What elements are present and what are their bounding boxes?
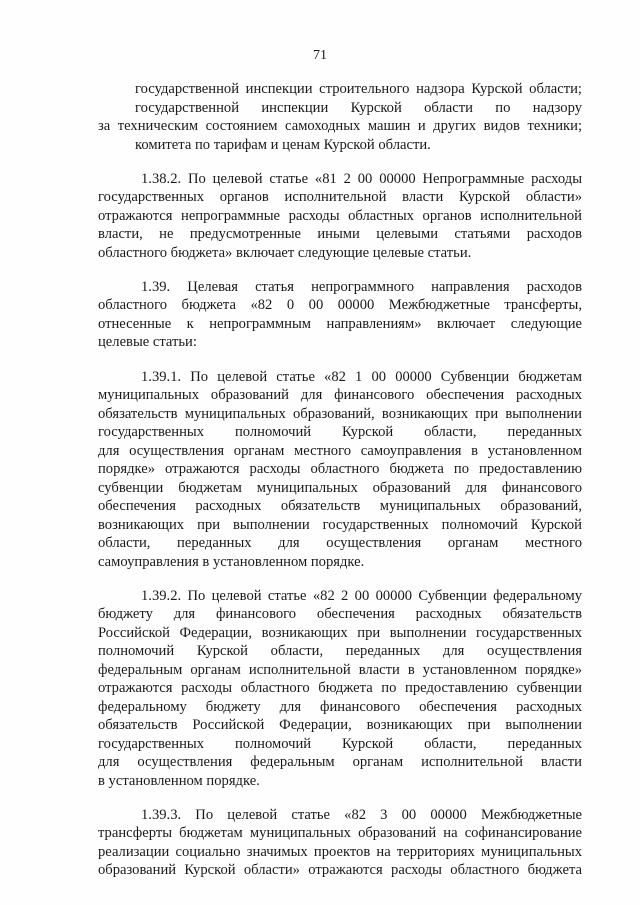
text-line: бюджету для финансового обеспечения расходных обязательств	[98, 606, 582, 622]
text-line: обязательств муниципальных образований, возникающих при выполнении	[98, 406, 582, 422]
text-line: федеральным органам исполнительной власти в установленном порядке»	[98, 662, 582, 678]
text-line: порядке» отражаются расходы областного бюджета по предоставлению	[98, 461, 582, 477]
text-line: целевые статьи:	[98, 334, 197, 350]
text-line: полномочий Курской области, переданных для осуществления	[98, 643, 582, 659]
text-line: 1.39. Целевая статья непрограммного направления расходов	[141, 279, 582, 295]
text-line: области, переданных для осуществления органам местного	[98, 535, 582, 551]
text-line: комитета по тарифам и ценам Курской области.	[135, 137, 431, 153]
text-line: власти, не предусмотренные иными целевыми статьями расходов	[98, 226, 582, 242]
text-line: обеспечения расходных обязательств муниципальных образований,	[98, 498, 582, 514]
text-line: для осуществления федеральным органам исполнительной власти	[98, 754, 582, 770]
text-line: государственных полномочий Курской области, переданных	[98, 736, 582, 752]
text-line: для осуществления органам местного самоуправления в установленном	[98, 443, 582, 459]
text-line: отражаются расходы областного бюджета по предоставлению субвенции	[98, 680, 582, 696]
text-line: федеральному бюджету для финансового обеспечения расходных	[98, 699, 582, 715]
text-line: самоуправления в установленном порядке.	[98, 554, 365, 570]
text-line: 1.39.1. По целевой статье «82 1 00 00000 Субвенции бюджетам	[141, 369, 582, 385]
text-line: образований Курской области» отражаются расходы областного бюджета	[98, 862, 582, 878]
text-line: 1.39.3. По целевой статье «82 3 00 00000 Межбюджетные	[141, 807, 582, 823]
text-line: за техническим состоянием самоходных машин и других видов техники;	[98, 118, 582, 134]
text-line: государственных полномочий Курской области, переданных	[98, 424, 582, 440]
text-line: 1.38.2. По целевой статье «81 2 00 00000 Непрограммные расходы	[141, 171, 582, 187]
text-line: отнесенные к непрограммным направлениям» включает следующие	[98, 316, 582, 332]
text-line: государственных органов исполнительной власти Курской области»	[98, 189, 582, 205]
page-number: 71	[313, 48, 327, 63]
text-line: обязательств Российской Федерации, возникающих при выполнении	[98, 717, 582, 733]
text-line: субвенции бюджетам муниципальных образований для финансового	[98, 480, 582, 496]
text-line: реализации социально значимых проектов на территориях муниципальных	[98, 844, 582, 860]
text-line: трансферты бюджетам муниципальных образований на софинансирование	[98, 825, 582, 841]
text-line: 1.39.2. По целевой статье «82 2 00 00000 Субвенции федеральному	[141, 588, 582, 604]
text-line: областного бюджета» включает следующие целевые статьи.	[98, 245, 472, 261]
text-line: государственной инспекции Курской области по надзору	[135, 100, 582, 116]
text-line: отражаются непрограммные расходы областных органов исполнительной	[98, 208, 582, 224]
text-line: областного бюджета «82 0 00 00000 Межбюджетные трансферты,	[98, 297, 582, 313]
text-line: муниципальных образований для финансового обеспечения расходных	[98, 387, 582, 403]
text-line: возникающих при выполнении государственных полномочий Курской	[98, 517, 582, 533]
text-line: государственной инспекции строительного надзора Курской области;	[135, 81, 582, 97]
text-line: в установленном порядке.	[98, 773, 260, 789]
text-line: Российской Федерации, возникающих при выполнении государственных	[98, 625, 582, 641]
